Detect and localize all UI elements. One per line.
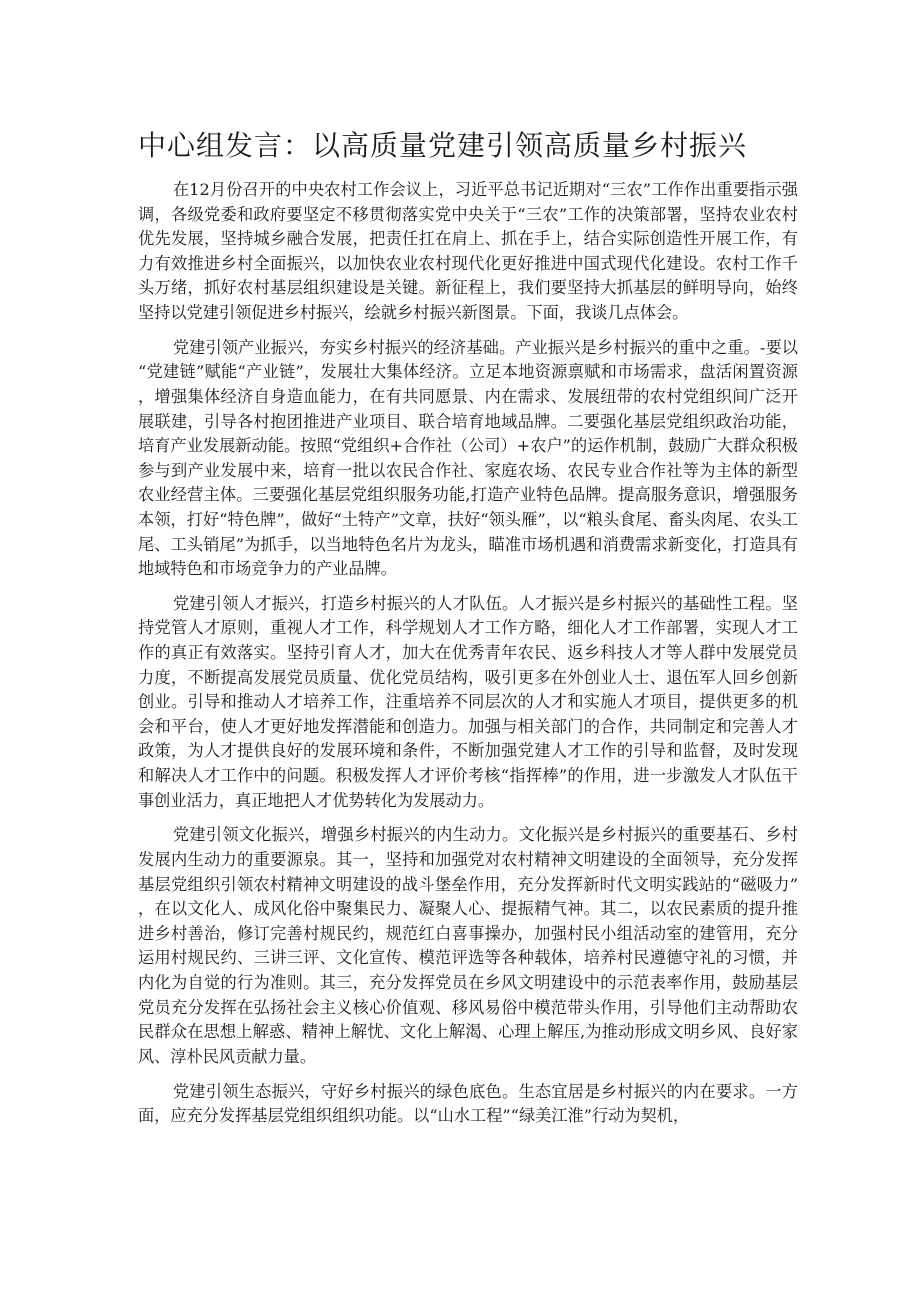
- document-title: 中心组发言：以高质量党建引领高质量乡村振兴: [138, 129, 748, 162]
- document-body: [138, 178, 798, 1139]
- paragraph-ecology-revitalization: 党建引领生态振兴，守好乡村振兴的绿色底色。生态宜居是乡村振兴的内在要求。一方面，应充分发挥基层党组织组织功能。以“山水工程”“绿美江淮”行动为契机，: [138, 1081, 798, 1126]
- paragraph-intro: 在12月份召开的中央农村工作会议上，习近平总书记近期对“三农”工作作出重要指示强调，各级党委和政府要坚定不移贯彻落实党中央关于“三农”工作的决策部署，坚持农业农村优先发展，坚持城乡融合发展，把责任扛在肩上、抓在手上，结合实际创造性开展工作，有力有效推进乡村全面振兴，以加快农业农村现代化更好推进中国式现代化建设。农村工作千头万绪，抓好农村基层组织建设是关键。新征程上，我们要坚持大抓基层的鲜明导向，始终坚持以党建引领促进乡村振兴，绘就乡村振兴新图景。下面，我谈几点体会。: [138, 180, 798, 322]
- paragraph-industry-revitalization: 党建引领产业振兴，夯实乡村振兴的经济基础。产业振兴是乡村振兴的重中之重。-要以“党建链”赋能“产业链”，发展壮大集体经济。立足本地资源禀赋和市场需求，盘活闲置资源，增强集体经济自身造血能力，在有共同愿景、内在需求、发展纽带的农村党组织间广泛开展联建，引导各村抱团推进产业项目、联合培育地域品牌。二要强化基层党组织政治功能，培育产业发展新动能。按照“党组织+合作社（公司）+农户”的运作机制，鼓励广大群众积极参与到产业发展中来，培育一批以农民合作社、家庭农场、农民专业合作社等为主体的新型农业经营主体。三要强化基层党组织服务功能,打造产业特色品牌。提高服务意识，增强服务本领，打好“特色牌”，做好“土特产”文章，扶好“领头雁”，以“粮头食尾、畜头肉尾、农头工尾、工头销尾”为抓手，以当地特色名片为龙头，瞄准市场机遇和消费需求新变化，打造具有地域特色和市场竞争力的产业品牌。: [138, 337, 798, 579]
- paragraph-culture-revitalization: 党建引领文化振兴，增强乡村振兴的内生动力。文化振兴是乡村振兴的重要基石、乡村发展内生动力的重要源泉。其一，坚持和加强党对农村精神文明建设的全面领导，充分发挥基层党组织引领农村精神文明建设的战斗堡垒作用，充分发挥新时代文明实践站的“磁吸力”，在以文化人、成风化俗中聚集民力、凝聚人心、提振精气神。其二，以农民素质的提升推进乡村善治，修订完善村规民约，规范红白喜事操办，加强村民小组活动室的建管用，充分运用村规民约、三讲三评、文化宣传、模范评选等各种载体，培养村民遵德守礼的习惯，并内化为自觉的行为准则。其三，充分发挥党员在乡风文明建设中的示范表率作用，鼓励基层党员充分发挥在弘扬社会主义核心价值观、移风易俗中模范带头作用，引导他们主动帮助农民群众在思想上解惑、精神上解忧、文化上解渴、心理上解压,为推动形成文明乡风、良好家风、淳朴民风贡献力量。: [138, 825, 798, 1066]
- paragraph-talent-revitalization: 党建引领人才振兴，打造乡村振兴的人才队伍。人才振兴是乡村振兴的基础性工程。坚持党管人才原则，重视人才工作，科学规划人才工作方略，细化人才工作部署，实现人才工作的真正有效落实。坚持引育人才，加大在优秀青年农民、返乡科技人才等人群中发展党员力度，不断提高发展党员质量、优化党员结构，吸引更多在外创业人士、退伍军人回乡创新创业。引导和推动人才培养工作，注重培养不同层次的人才和实施人才项目，提供更多的机会和平台，使人才更好地发挥潜能和创造力。加强与相关部门的合作，共同制定和完善人才政策，为人才提供良好的发展环境和条件，不断加强党建人才工作的引导和监督，及时发现和解决人才工作中的问题。积极发挥人才评价考核“指挥棒”的作用，进一步激发人才队伍干事创业活力，真正地把人才优势转化为发展动力。: [138, 593, 798, 810]
